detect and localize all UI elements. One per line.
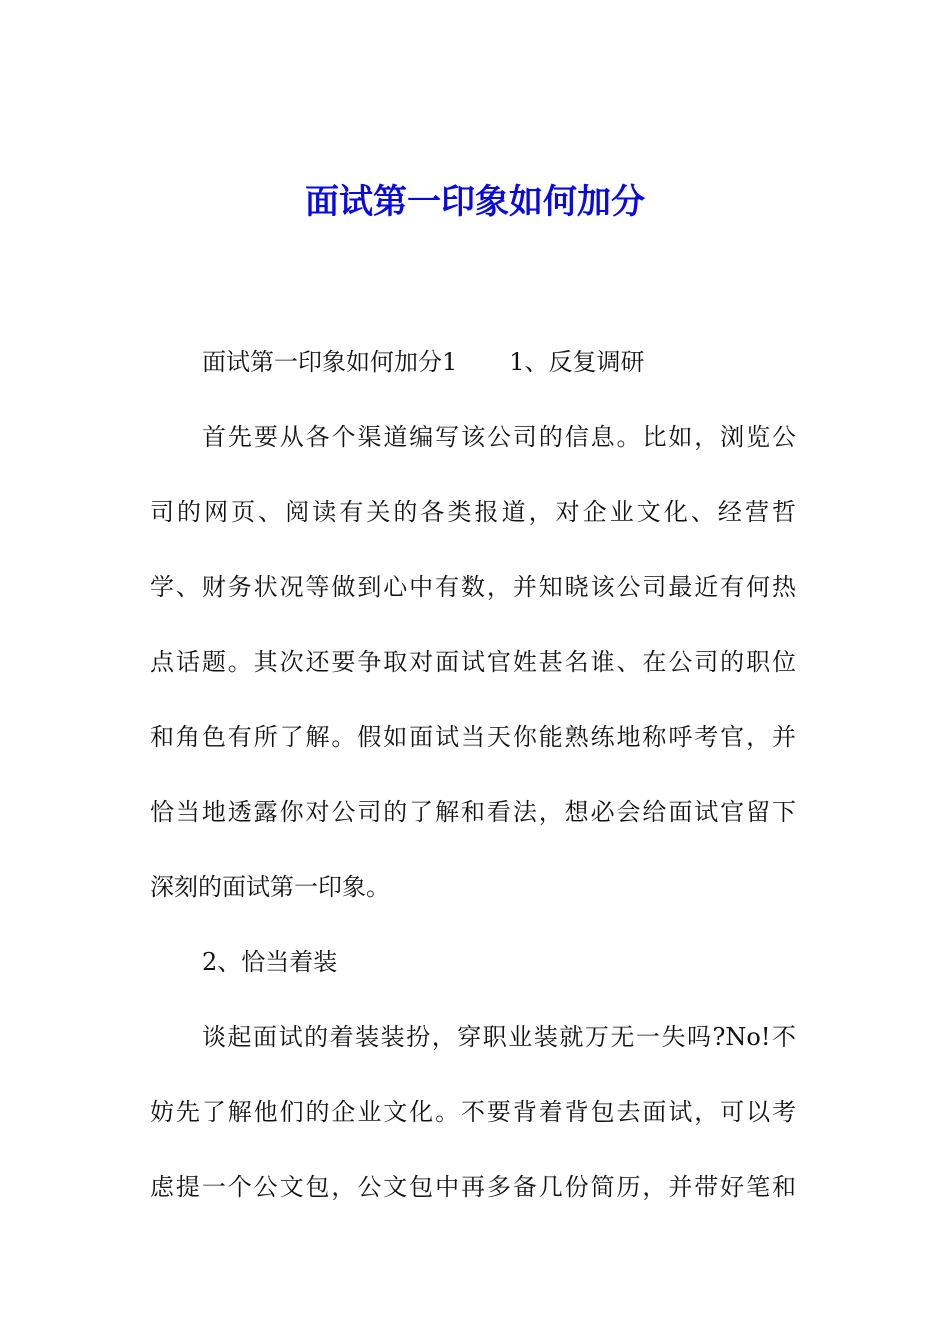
paragraph-line: 深刻的面试第一印象。 (150, 873, 390, 901)
section-heading-line (150, 325, 796, 400)
paragraph-line: 学、财务状况等做到心中有数，并知晓该公司最近有何热 (150, 573, 796, 601)
paragraph-line: 司的网页、阅读有关的各类报道，对企业文化、经营哲 (150, 498, 796, 526)
section-heading-2: 2、恰当着装 (202, 948, 338, 976)
paragraph-line: 点话题。其次还要争取对面试官姓甚名谁、在公司的职位 (150, 648, 796, 676)
paragraph-line: 和角色有所了解。假如面试当天你能熟练地称呼考官，并 (150, 723, 796, 751)
paragraph-line: 虑提一个公文包，公文包中再多备几份简历，并带好笔和 (150, 1173, 796, 1201)
section-heading-1: 1、反复调研 (509, 348, 645, 376)
paragraph-line: 首先要从各个渠道编写该公司的信息。比如，浏览公 (202, 423, 796, 451)
document-title: 面试第一印象如何加分 (305, 182, 645, 222)
document-body (150, 325, 796, 1225)
subtitle-text: 面试第一印象如何加分1 (202, 348, 458, 376)
paragraph-line: 谈起面试的着装装扮，穿职业装就万无一失吗?No!不 (202, 1023, 796, 1051)
paragraph-line: 妨先了解他们的企业文化。不要背着背包去面试，可以考 (150, 1098, 796, 1126)
paragraph-line: 恰当地透露你对公司的了解和看法，想必会给面试官留下 (150, 798, 796, 826)
